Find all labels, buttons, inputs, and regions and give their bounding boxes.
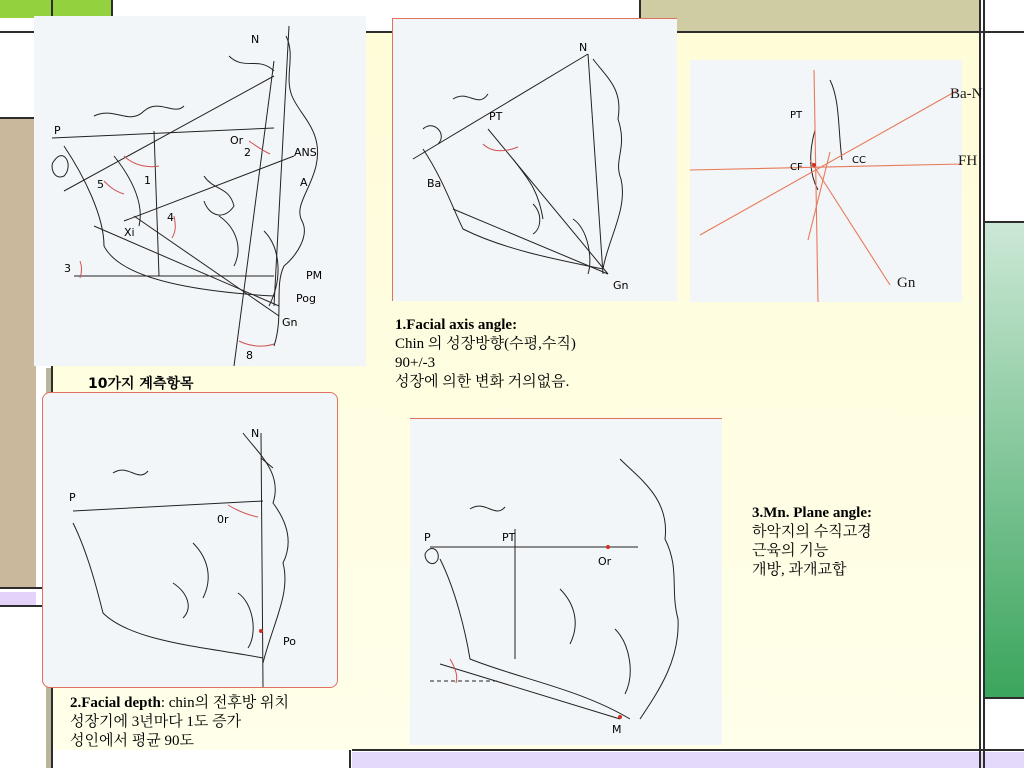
label-2: 2 bbox=[244, 146, 251, 159]
ceph-diagram-ten-measurements bbox=[34, 16, 366, 366]
marker-ba-n: Ba-N bbox=[950, 86, 983, 102]
label-5: 5 bbox=[97, 178, 104, 191]
label-n: N bbox=[251, 33, 260, 46]
label-gn: Gn bbox=[613, 279, 629, 292]
label-n: N bbox=[251, 427, 260, 440]
facial-depth-title-rest: : chin의 전후방 위치 bbox=[160, 695, 290, 711]
ceph-diagram-facial-axis bbox=[392, 18, 677, 301]
label-a: A bbox=[300, 176, 308, 189]
ceph-diagram-facial-depth bbox=[42, 392, 338, 688]
label-pt: PT bbox=[489, 110, 503, 123]
mn-plane-title: 3.Mn. Plane angle: bbox=[752, 505, 872, 521]
label-or: Or bbox=[230, 134, 244, 147]
caption-ten-measurements: 10가지 계측항목 bbox=[88, 376, 194, 392]
ceph-diagram-mn-plane bbox=[410, 418, 722, 745]
label-ba: Ba bbox=[427, 177, 442, 190]
label-pog: Pog bbox=[296, 292, 316, 305]
label-1: 1 bbox=[144, 174, 151, 187]
label-pt: PT bbox=[502, 531, 516, 544]
label-m: M bbox=[612, 723, 622, 736]
label-pm: PM bbox=[306, 269, 323, 282]
label-ans: ANS bbox=[294, 146, 317, 159]
label-p: P bbox=[69, 491, 76, 504]
facial-depth-line2: 성장기에 3년마다 1도 증가 bbox=[70, 714, 242, 730]
label-8: 8 bbox=[246, 349, 253, 362]
mn-plane-line3: 개방, 과개교합 bbox=[752, 562, 847, 578]
label-cc: CC bbox=[852, 155, 866, 166]
label-or: Or bbox=[598, 555, 612, 568]
ceph-tracing-5 bbox=[410, 419, 722, 745]
marker-fh: FH bbox=[958, 153, 978, 169]
ceph-diagram-axes bbox=[690, 60, 962, 302]
mn-plane-line2: 근육의 기능 bbox=[752, 543, 829, 559]
marker-gn: Gn bbox=[897, 275, 916, 291]
facial-depth-line3: 성인에서 평균 90도 bbox=[70, 733, 194, 749]
facial-axis-text-block bbox=[395, 316, 576, 392]
label-p: P bbox=[424, 531, 431, 544]
label-4: 4 bbox=[167, 211, 174, 224]
ceph-tracing-3 bbox=[690, 60, 962, 302]
ceph-tracing-1 bbox=[34, 16, 366, 366]
label-n: N bbox=[579, 41, 588, 54]
label-cf: CF bbox=[790, 162, 803, 173]
label-3: 3 bbox=[64, 262, 71, 275]
label-pt: PT bbox=[790, 110, 803, 121]
label-p: P bbox=[54, 124, 61, 137]
facial-depth-text-block bbox=[70, 694, 289, 751]
label-po: Po bbox=[283, 635, 296, 648]
label-xi: Xi bbox=[124, 226, 135, 239]
facial-depth-title: 2.Facial depth bbox=[70, 695, 161, 711]
facial-axis-line1: Chin 의 성장방향(수평,수직) bbox=[395, 336, 576, 352]
facial-depth-title-line bbox=[70, 694, 289, 713]
mn-plane-line1: 하악지의 수직고경 bbox=[752, 524, 872, 540]
label-or: 0r bbox=[217, 513, 229, 526]
mn-plane-text-block bbox=[752, 504, 872, 580]
ceph-tracing-4 bbox=[43, 393, 337, 687]
label-gn: Gn bbox=[282, 316, 298, 329]
facial-axis-line3: 성장에 의한 변화 거의없음. bbox=[395, 374, 570, 390]
facial-axis-line2: 90+/-3 bbox=[395, 355, 436, 371]
facial-axis-title: 1.Facial axis angle: bbox=[395, 317, 518, 333]
ceph-tracing-2 bbox=[393, 19, 677, 301]
